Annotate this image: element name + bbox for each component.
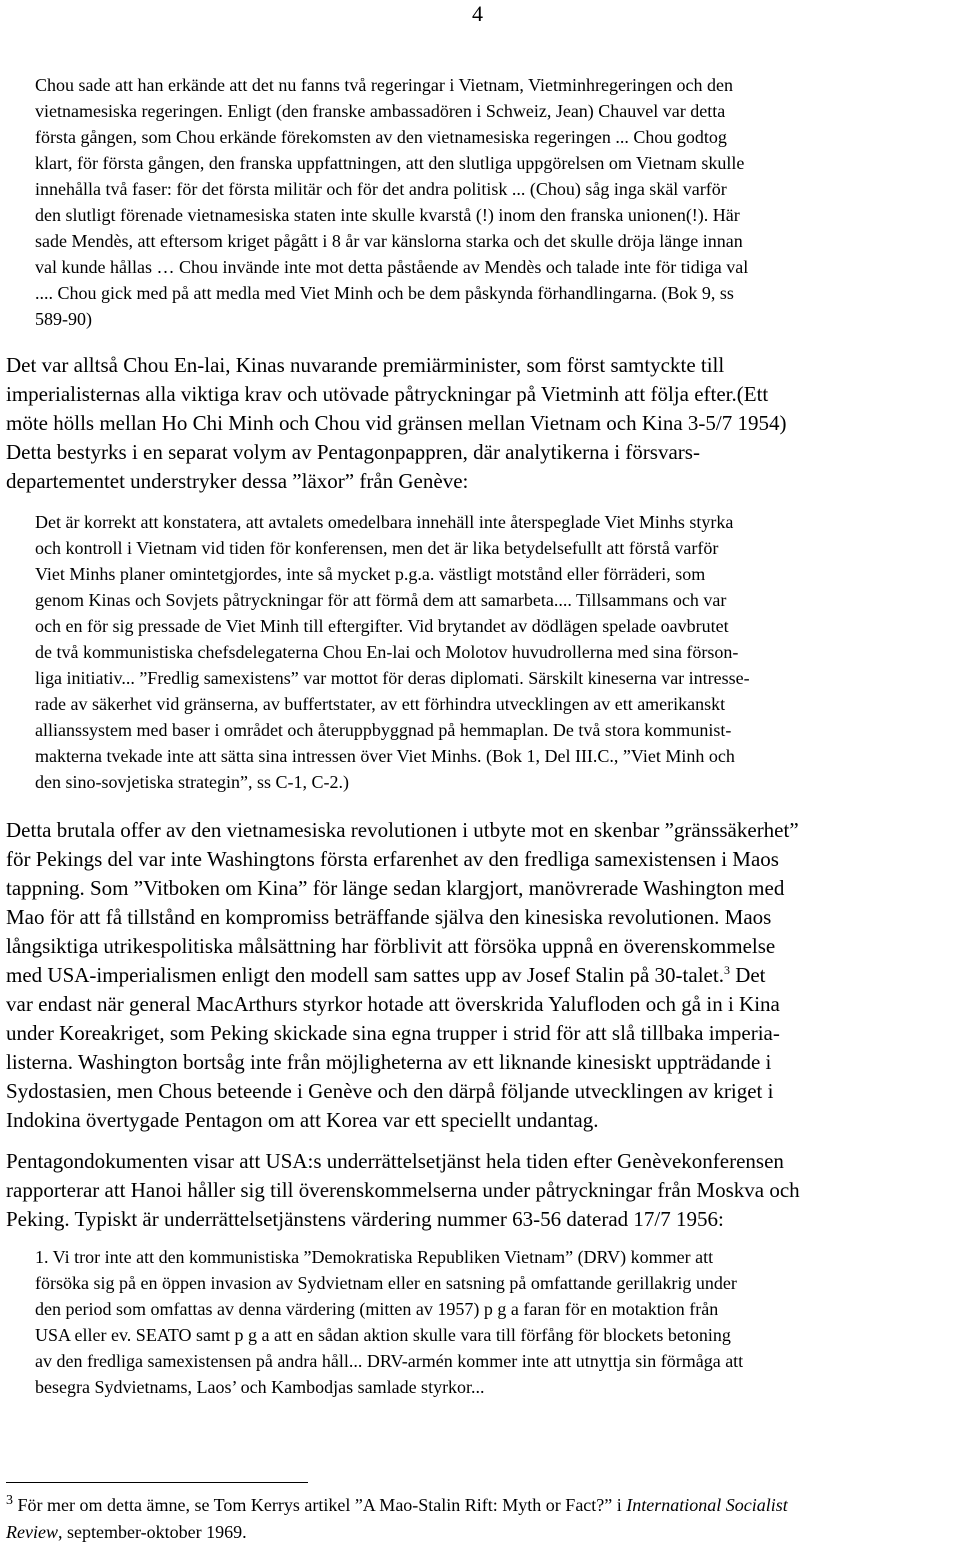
text-line: Mao för att få tillstånd en kompromiss beträffande själva den kinesiska revolutionen. Maos bbox=[6, 905, 772, 929]
footnote-divider bbox=[6, 1482, 308, 1483]
text-line: 589-90) bbox=[35, 309, 92, 329]
text-line: första gången, som Chou erkände förekomsten av den vietnamesiska regeringen ... Chou godtog bbox=[35, 127, 727, 147]
text-line: USA eller ev. SEATO samt p g a att en sådan aktion skulle vara till förfång för blockets betoning bbox=[35, 1325, 731, 1345]
journal-title: International Socialist bbox=[626, 1495, 788, 1515]
text-line: tappning. Som ”Vitboken om Kina” för länge sedan klargjort, manövrerade Washington med bbox=[6, 876, 785, 900]
text-line: .... Chou gick med på att medla med Viet Minh och be dem påskynda förhandlingarna. (Bok 9, ss bbox=[35, 283, 734, 303]
text-line: rapporterar att Hanoi håller sig till överenskommelserna under påtryckningar från Moskva och bbox=[6, 1178, 800, 1202]
text-line: imperialisternas alla viktiga krav och utövade påtryckningar på Vietminh att följa efter.(Ett bbox=[6, 382, 769, 406]
page-number: 4 bbox=[472, 1, 483, 26]
text-line: Det var alltså Chou En-lai, Kinas nuvarande premiärminister, som först samtyckte till bbox=[6, 353, 725, 377]
text-line: den slutligt förenade vietnamesiska staten inte skulle kvarstå (!) inom den franska unionen(!). Här bbox=[35, 205, 740, 225]
text-line: genom Kinas och Sovjets påtryckningar för att förmå dem att samarbeta.... Tillsammans och var bbox=[35, 590, 727, 610]
text-line: under Koreakriget, som Peking skickade sina egna trupper i strid för att slå tillbaka imperia- bbox=[6, 1021, 780, 1045]
text-line: innehålla två faser: för det första militär och för det andra politisk ... (Chou) såg inga skäl varför bbox=[35, 179, 727, 199]
text-line: makterna tvekade inte att sätta sina intressen över Viet Minhs. (Bok 1, Del III.C., ”Viet Minh och bbox=[35, 746, 735, 766]
text-line: Sydostasien, men Chous beteende i Genève och den därpå följande utvecklingen av kriget i bbox=[6, 1079, 774, 1103]
text-line: val kunde hållas … Chou invände inte mot detta påstående av Mendès och talade inte för tidiga val bbox=[35, 257, 749, 277]
text-line: möte hölls mellan Ho Chi Minh och Chou vid gränsen mellan Vietnam och Kina 3-5/7 1954) bbox=[6, 411, 787, 435]
text-line: allianssystem med baser i området och återuppbyggnad på hemmaplan. De två stora kommunist- bbox=[35, 720, 732, 740]
journal-title-continued: Review bbox=[6, 1522, 58, 1542]
text-line: den period som omfattas av denna värdering (mitten av 1957) p g a faran för en motaktion från bbox=[35, 1299, 719, 1319]
footnote-reference[interactable]: 3 bbox=[723, 963, 730, 977]
text-line: Pentagondokumenten visar att USA:s underrättelsetjänst hela tiden efter Genèvekonferensen bbox=[6, 1149, 784, 1173]
text-line bbox=[6, 961, 950, 990]
text-line: försöka sig på en öppen invasion av Sydvietnam eller en satsning på omfattande gerillakrig under bbox=[35, 1273, 737, 1293]
text-line: vietnamesiska regeringen. Enligt (den franske ambassadören i Schweiz, Jean) Chauvel var detta bbox=[35, 101, 726, 121]
text-line: långsiktiga utrikespolitiska målsättning har förblivit att försöka uppnå en överenskommelse bbox=[6, 934, 776, 958]
body-paragraph-1 bbox=[6, 351, 950, 496]
footnote bbox=[6, 1492, 950, 1546]
text-line: Viet Minhs planer omintetgjordes, inte så mycket p.g.a. västligt motstånd eller förräderi, som bbox=[35, 564, 706, 584]
text-line: listerna. Washington bortsåg inte från möjligheterna av ett liknande kinesiskt uppträdande i bbox=[6, 1050, 772, 1074]
footnote-text: För mer om detta ämne, se Tom Kerrys artikel ”A Mao-Stalin Rift: Myth or Fact?” i bbox=[13, 1495, 627, 1515]
quote-block-3 bbox=[35, 1244, 940, 1400]
text-line: liga initiativ... ”Fredlig samexistens” var mottot för deras diplomati. Särskilt kineserna var intresse- bbox=[35, 668, 750, 688]
text-line: departementet understryker dessa ”läxor” från Genève: bbox=[6, 469, 469, 493]
text-line: Detta bestyrks i en separat volym av Pentagonpappren, där analytikerna i försvars- bbox=[6, 440, 700, 464]
text-line: sade Mendès, att eftersom kriget pågått i 8 år var känslorna starka och det skulle dröja länge innan bbox=[35, 231, 743, 251]
footnote-text: , september-oktober 1969. bbox=[57, 1522, 247, 1542]
text-line: besegra Sydvietnams, Laos’ och Kambodjas samlade styrkor... bbox=[35, 1377, 485, 1397]
text-line: var endast när general MacArthurs styrkor hotade att överskrida Yalufloden och gå in i Kina bbox=[6, 992, 780, 1016]
text-line: klart, för första gången, den franska uppfattningen, att den slutliga uppgörelsen om Vietnam skulle bbox=[35, 153, 745, 173]
footnote-number: 3 bbox=[6, 1493, 13, 1508]
quote-block-1 bbox=[35, 72, 940, 332]
body-paragraph-3 bbox=[6, 1147, 950, 1234]
text-line: rade av säkerhet vid gränserna, av buffertstater, av ett förhindra utvecklingen av ett amerikanskt bbox=[35, 694, 726, 714]
text-line: för Pekings del var inte Washingtons första erfarenhet av den fredliga samexistensen i Maos bbox=[6, 847, 779, 871]
text-line: 1. Vi tror inte att den kommunistiska ”Demokratiska Republiken Vietnam” (DRV) kommer att bbox=[35, 1247, 714, 1267]
text-line: och en för sig pressade de Viet Minh till eftergifter. Vid brytandet av dödlägen spelade oavbrutet bbox=[35, 616, 729, 636]
text-line: de två kommunistiska chefsdelegaterna Chou En-lai och Molotov huvudrollerna med sina förson- bbox=[35, 642, 739, 662]
text-line: Peking. Typiskt är underrättelsetjänstens värdering nummer 63-56 daterad 17/7 1956: bbox=[6, 1207, 724, 1231]
text-line: av den fredliga samexistensen på andra håll... DRV-armén kommer inte att utnyttja sin förmåga att bbox=[35, 1351, 744, 1371]
text-line: Chou sade att han erkände att det nu fanns två regeringar i Vietnam, Vietminhregeringen och den bbox=[35, 75, 733, 95]
quote-block-2 bbox=[35, 509, 940, 795]
text-segment: Det bbox=[729, 963, 766, 987]
body-paragraph-2 bbox=[6, 816, 950, 1135]
text-line: Detta brutala offer av den vietnamesiska revolutionen i utbyte mot en skenbar ”gränssäkerhet” bbox=[6, 818, 799, 842]
text-line: Det är korrekt att konstatera, att avtalets omedelbara innehäll inte återspeglade Viet Minhs styrka bbox=[35, 512, 734, 532]
text-line: Indokina övertygade Pentagon om att Korea var ett speciellt undantag. bbox=[6, 1108, 599, 1132]
text-segment: med USA-imperialismen enligt den modell sam sattes upp av Josef Stalin på 30-talet. bbox=[6, 963, 724, 987]
text-line: den sino-sovjetiska strategin”, ss C-1, C-2.) bbox=[35, 772, 349, 792]
text-line: och kontroll i Vietnam vid tiden för konferensen, men det är lika betydelsefullt att förstå varför bbox=[35, 538, 719, 558]
